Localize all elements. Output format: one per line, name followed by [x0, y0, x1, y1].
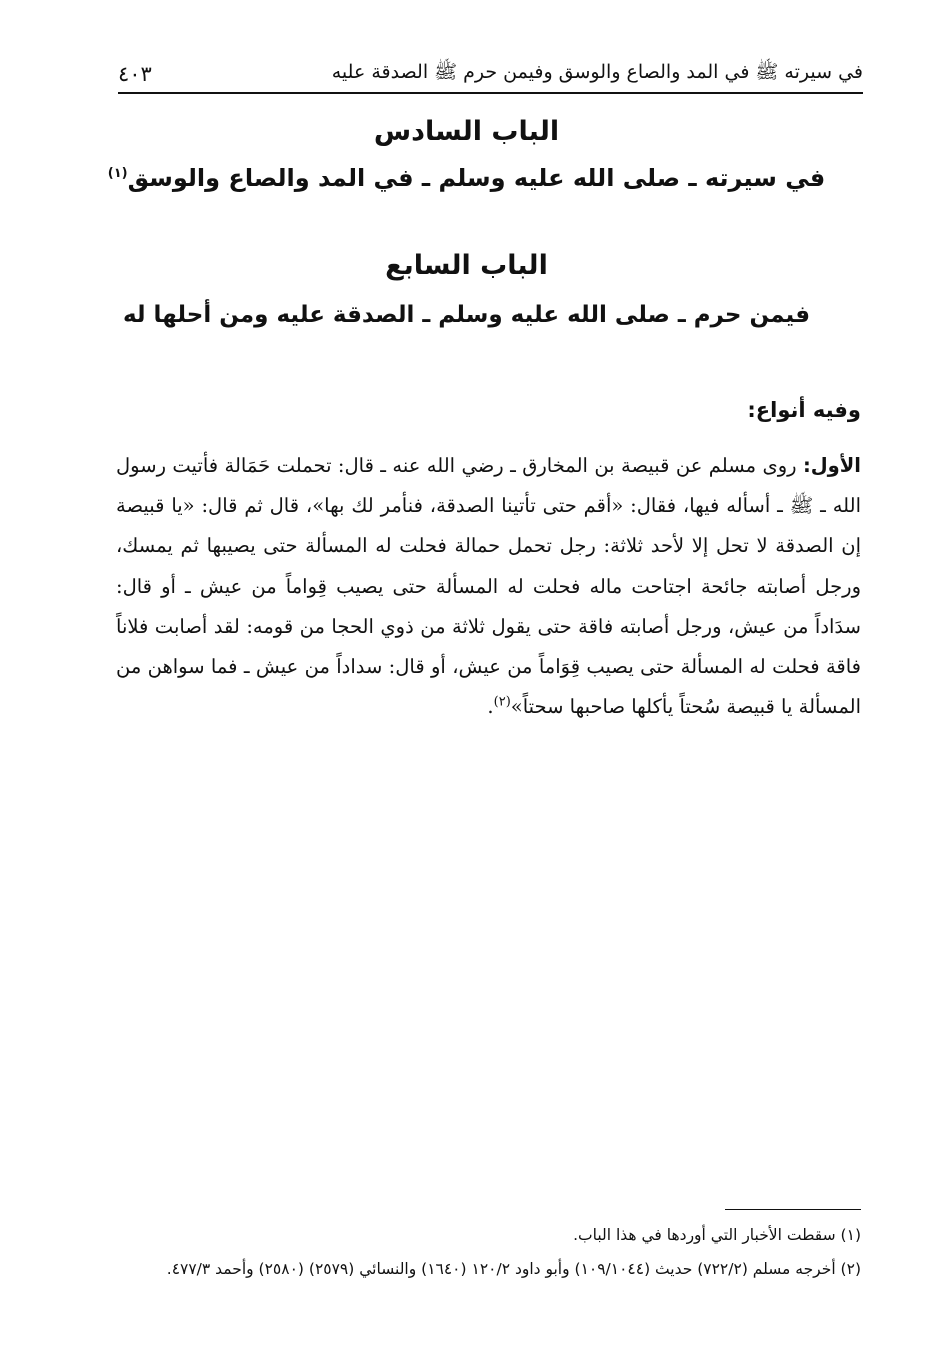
footnote-1: (١) سقطت الأخبار التي أوردها في هذا الباب.: [573, 1226, 861, 1244]
first-type-end: .: [487, 695, 494, 719]
footnote-2: (٢) أخرجه مسلم (٧٢٢/٢) حديث (١٠٩/١٠٤٤) وأبو داود ١٢٠/٢ (١٦٤٠) والنسائي (٢٥٧٩) (٢٥٨٠) وأحمد ٤٧٧/٣.: [166, 1260, 861, 1278]
footnote-divider: [725, 1209, 861, 1210]
chapter-seven-subtitle: فيمن حرم ـ صلى الله عليه وسلم ـ الصدقة عليه ومن أحلها له: [122, 302, 811, 328]
first-type-text: روى مسلم عن قبيصة بن المخارق ـ رضي الله عنه ـ قال: تحملت حَمَالة فأتيت رسول الله ـ ﷺ ـ أسأله فيها، فقال: «أقم حتى تأتينا الصدقة، فنأمر لك بها»، قال ثم قال: «يا قبيصة إن الصدقة لا تحل إلا لأحد ثلاثة: رجل تحمل حمالة فحلت له المسألة حتى يصيبها ثم يمسك، ورجل أصابته جائحة اجتاحت ماله فحلت له المسألة حتى يصيب قِواماً من عيش ـ أو قال: سدَاداً من عيش، ورجل أصابته فاقة حتى يقول ثلاثة من ذوي الحجا من قومه: لقد أصابت فلاناً فاقة فحلت له المسألة حتى يصيب قِوَاماً من عيش، أو قال: سداداً من عيش ـ فما سواهن من المسألة يا قبيصة سُحتاً يأكلها صاحبها سحتاً»: [116, 454, 861, 719]
page-number: ٤٠٣: [118, 62, 152, 86]
footnote-marker-1: (١): [107, 166, 128, 181]
first-type-lead: الأول:: [802, 454, 861, 477]
footnotes: [116, 1220, 861, 1288]
chapter-six-title: الباب السادس: [373, 116, 560, 147]
body-paragraph: [116, 446, 861, 727]
footnote-marker-2: (٢): [493, 694, 511, 710]
types-label: وفيه أنواع:: [747, 398, 861, 422]
chapter-six-subtitle: [80, 164, 853, 192]
chapter-seven-title: الباب السابع: [385, 250, 548, 281]
chapter-six-subtitle-text: في سيرته ـ صلى الله عليه وسلم ـ في المد والصاع والوسق: [127, 164, 826, 192]
running-title: في سيرته ﷺ في المد والصاع والوسق وفيمن حرم ﷺ الصدقة عليه: [331, 61, 863, 83]
running-header: [118, 56, 863, 94]
